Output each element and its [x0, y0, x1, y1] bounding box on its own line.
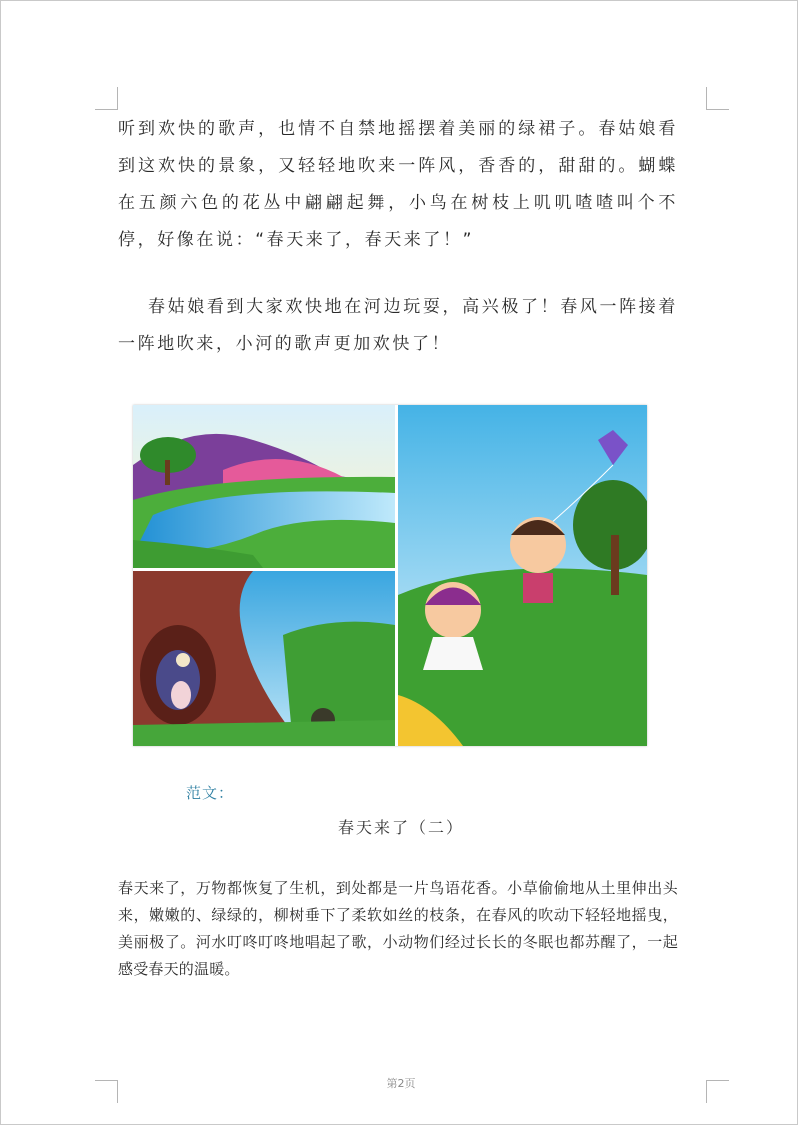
spring-illustration [133, 405, 647, 746]
panel-river-scene [133, 405, 395, 568]
sample-essay-label: 范文： [186, 784, 235, 802]
essay-body: 春天来了，万物都恢复了生机，到处都是一片鸟语花香。小草偷偷地从土里伸出头来，嫩嫩的、绿绿的，柳树垂下了柔软如丝的枝条，在春风的吹动下轻轻地摇曳，美丽极了。河水叮咚叮咚地唱起了歌，小动物们经过长长的冬眠也都苏醒了，一起感受春天的温暖。 [118, 879, 678, 978]
panel-kite-scene [398, 405, 647, 746]
story-paragraph-1: 听到欢快的歌声，也情不自禁地摇摆着美丽的绿裙子。春姑娘看到这欢快的景象，又轻轻地吹来一阵风，香香的，甜甜的。蝴蝶在五颜六色的花丛中翩翩起舞，小鸟在树枝上叽叽喳喳叫个不停，好像在说：“春天来了，春天来了！” [118, 119, 678, 250]
story-paragraph-2: 春姑娘看到大家欢快地在河边玩耍，高兴极了！春风一阵接着一阵地吹来，小河的歌声更加欢快了！ [118, 297, 678, 354]
page-number: 第2页 [386, 1077, 416, 1090]
crop-mark-top-right [706, 87, 729, 110]
crop-mark-top-left [95, 87, 118, 110]
essay-title: 春天来了（二） [337, 818, 464, 837]
panel-bear-scene [133, 571, 395, 746]
